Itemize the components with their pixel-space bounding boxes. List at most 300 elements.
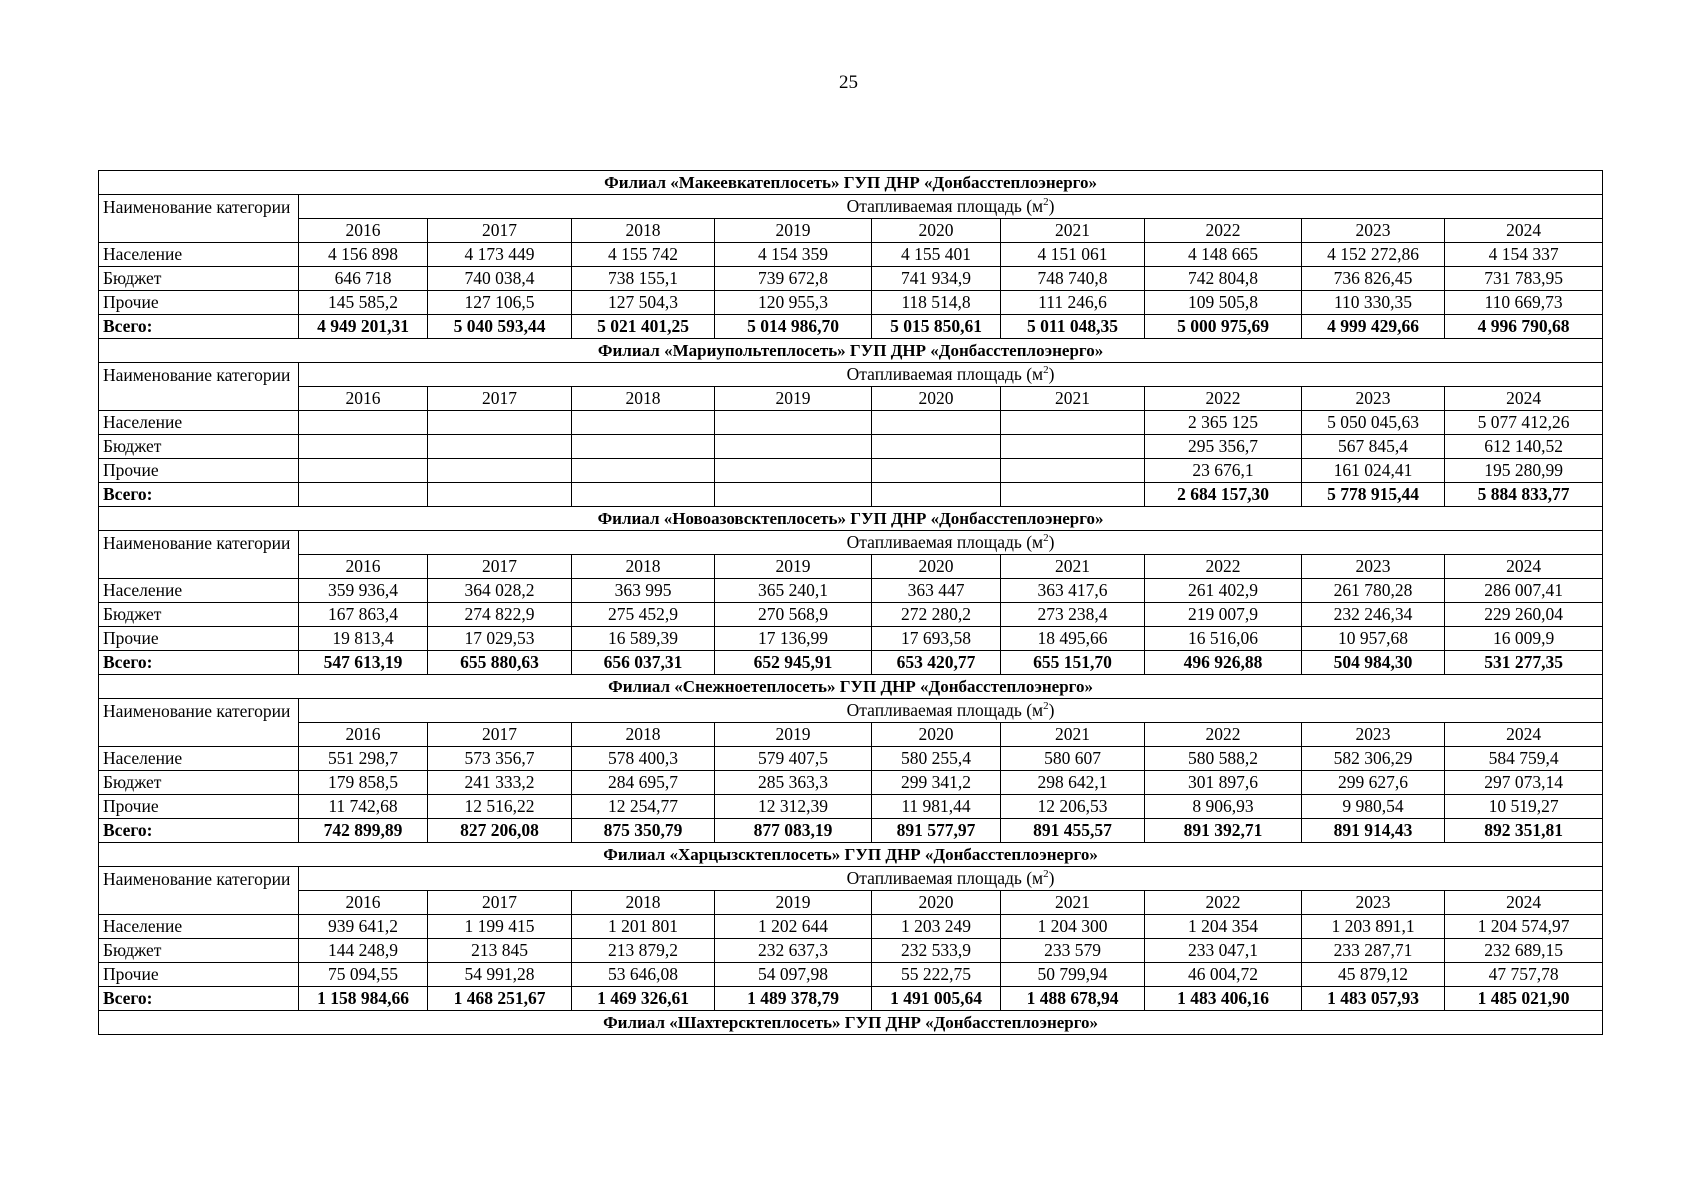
year-header: 2020 (872, 723, 1001, 747)
total-row (99, 651, 1603, 675)
value-cell: 232 246,34 (1302, 603, 1445, 627)
value-cell: 567 845,4 (1302, 435, 1445, 459)
value-cell: 5 015 850,61 (872, 315, 1001, 339)
header-row (99, 363, 1603, 387)
value-cell: 504 984,30 (1302, 651, 1445, 675)
area-label-text: Отапливаемая площадь (м (846, 364, 1044, 384)
value-cell: 1 488 678,94 (1001, 987, 1145, 1011)
year-header: 2024 (1445, 219, 1603, 243)
value-cell: 655 151,70 (1001, 651, 1145, 675)
value-cell: 531 277,35 (1445, 651, 1603, 675)
value-cell: 4 949 201,31 (299, 315, 428, 339)
year-header: 2018 (572, 387, 715, 411)
value-cell: 5 000 975,69 (1145, 315, 1302, 339)
row-label: Население (99, 915, 299, 939)
value-cell: 2 365 125 (1145, 411, 1302, 435)
value-cell (428, 483, 572, 507)
value-cell: 109 505,8 (1145, 291, 1302, 315)
value-cell: 580 588,2 (1145, 747, 1302, 771)
value-cell: 573 356,7 (428, 747, 572, 771)
value-cell: 1 485 021,90 (1445, 987, 1603, 1011)
year-header: 2023 (1302, 891, 1445, 915)
value-cell: 4 152 272,86 (1302, 243, 1445, 267)
row-label: Прочие (99, 291, 299, 315)
year-header: 2017 (428, 387, 572, 411)
section-title-row (99, 507, 1603, 531)
value-cell: 219 007,9 (1145, 603, 1302, 627)
year-header: 2021 (1001, 723, 1145, 747)
value-cell: 110 330,35 (1302, 291, 1445, 315)
value-cell: 891 914,43 (1302, 819, 1445, 843)
area-label-text: Отапливаемая площадь (м (846, 868, 1044, 888)
value-cell (872, 411, 1001, 435)
value-cell (299, 483, 428, 507)
value-cell: 748 740,8 (1001, 267, 1145, 291)
year-header: 2019 (715, 891, 872, 915)
value-cell: 1 491 005,64 (872, 987, 1001, 1011)
row-label: Всего: (99, 651, 299, 675)
value-cell: 580 607 (1001, 747, 1145, 771)
value-cell: 1 489 378,79 (715, 987, 872, 1011)
value-cell: 1 483 406,16 (1145, 987, 1302, 1011)
value-cell: 12 516,22 (428, 795, 572, 819)
value-cell (299, 435, 428, 459)
heated-area-label (299, 867, 1603, 891)
value-cell (572, 435, 715, 459)
row-label: Прочие (99, 459, 299, 483)
value-cell (715, 411, 872, 435)
value-cell: 144 248,9 (299, 939, 428, 963)
table-body (99, 171, 1603, 1035)
year-header: 2018 (572, 219, 715, 243)
area-label-text: Отапливаемая площадь (м (846, 196, 1044, 216)
value-cell: 8 906,93 (1145, 795, 1302, 819)
area-label-close: ) (1048, 532, 1055, 552)
value-cell: 4 148 665 (1145, 243, 1302, 267)
value-cell: 261 402,9 (1145, 579, 1302, 603)
value-cell: 275 452,9 (572, 603, 715, 627)
value-cell: 232 533,9 (872, 939, 1001, 963)
year-header: 2017 (428, 891, 572, 915)
year-header: 2023 (1302, 387, 1445, 411)
value-cell: 9 980,54 (1302, 795, 1445, 819)
year-header-row (99, 219, 1603, 243)
value-cell: 740 038,4 (428, 267, 572, 291)
section-title: Филиал «Макеевкатеплосеть» ГУП ДНР «Донбасстеплоэнерго» (99, 171, 1603, 195)
value-cell: 551 298,7 (299, 747, 428, 771)
year-header: 2019 (715, 387, 872, 411)
data-row (99, 747, 1603, 771)
year-header: 2022 (1145, 555, 1302, 579)
year-header: 2023 (1302, 723, 1445, 747)
value-cell (872, 483, 1001, 507)
data-row (99, 603, 1603, 627)
area-label-superscript: 2 (1043, 700, 1049, 713)
value-cell: 652 945,91 (715, 651, 872, 675)
value-cell: 270 568,9 (715, 603, 872, 627)
year-header: 2023 (1302, 555, 1445, 579)
value-cell: 274 822,9 (428, 603, 572, 627)
value-cell: 4 155 742 (572, 243, 715, 267)
value-cell (572, 411, 715, 435)
value-cell: 127 106,5 (428, 291, 572, 315)
value-cell: 16 516,06 (1145, 627, 1302, 651)
year-header-row (99, 387, 1603, 411)
value-cell: 53 646,08 (572, 963, 715, 987)
row-label: Население (99, 411, 299, 435)
total-row (99, 483, 1603, 507)
value-cell: 5 014 986,70 (715, 315, 872, 339)
year-header: 2016 (299, 891, 428, 915)
value-cell: 5 884 833,77 (1445, 483, 1603, 507)
value-cell: 273 238,4 (1001, 603, 1145, 627)
value-cell: 364 028,2 (428, 579, 572, 603)
row-label: Бюджет (99, 267, 299, 291)
row-label: Всего: (99, 987, 299, 1011)
value-cell (715, 483, 872, 507)
area-label-superscript: 2 (1043, 532, 1049, 545)
value-cell: 127 504,3 (572, 291, 715, 315)
value-cell: 1 468 251,67 (428, 987, 572, 1011)
value-cell (1001, 459, 1145, 483)
value-cell: 363 417,6 (1001, 579, 1145, 603)
value-cell: 365 240,1 (715, 579, 872, 603)
value-cell: 738 155,1 (572, 267, 715, 291)
data-row (99, 915, 1603, 939)
area-label-superscript: 2 (1043, 196, 1049, 209)
header-row (99, 867, 1603, 891)
value-cell: 1 483 057,93 (1302, 987, 1445, 1011)
category-header: Наименование категории (99, 699, 299, 747)
section-title-row (99, 339, 1603, 363)
value-cell: 16 589,39 (572, 627, 715, 651)
year-header: 2022 (1145, 891, 1302, 915)
value-cell: 12 254,77 (572, 795, 715, 819)
value-cell: 892 351,81 (1445, 819, 1603, 843)
year-header: 2022 (1145, 723, 1302, 747)
value-cell: 5 077 412,26 (1445, 411, 1603, 435)
value-cell: 5 021 401,25 (572, 315, 715, 339)
value-cell: 646 718 (299, 267, 428, 291)
value-cell: 213 879,2 (572, 939, 715, 963)
value-cell: 5 011 048,35 (1001, 315, 1145, 339)
value-cell (428, 411, 572, 435)
value-cell (715, 435, 872, 459)
value-cell: 299 627,6 (1302, 771, 1445, 795)
value-cell: 1 203 891,1 (1302, 915, 1445, 939)
value-cell: 17 693,58 (872, 627, 1001, 651)
value-cell: 891 392,71 (1145, 819, 1302, 843)
heated-area-label (299, 699, 1603, 723)
row-label: Бюджет (99, 435, 299, 459)
value-cell: 4 173 449 (428, 243, 572, 267)
value-cell: 161 024,41 (1302, 459, 1445, 483)
year-header: 2022 (1145, 219, 1302, 243)
value-cell: 272 280,2 (872, 603, 1001, 627)
data-row (99, 939, 1603, 963)
section-title-row (99, 675, 1603, 699)
year-header: 2023 (1302, 219, 1445, 243)
value-cell: 179 858,5 (299, 771, 428, 795)
data-row (99, 795, 1603, 819)
value-cell: 233 579 (1001, 939, 1145, 963)
data-row (99, 291, 1603, 315)
value-cell: 363 447 (872, 579, 1001, 603)
row-label: Прочие (99, 627, 299, 651)
value-cell: 47 757,78 (1445, 963, 1603, 987)
heated-area-label (299, 531, 1603, 555)
value-cell: 1 204 354 (1145, 915, 1302, 939)
value-cell: 4 156 898 (299, 243, 428, 267)
value-cell: 18 495,66 (1001, 627, 1145, 651)
value-cell (428, 459, 572, 483)
value-cell: 4 999 429,66 (1302, 315, 1445, 339)
value-cell: 891 455,57 (1001, 819, 1145, 843)
data-row (99, 963, 1603, 987)
value-cell: 12 312,39 (715, 795, 872, 819)
value-cell: 582 306,29 (1302, 747, 1445, 771)
value-cell: 55 222,75 (872, 963, 1001, 987)
value-cell: 195 280,99 (1445, 459, 1603, 483)
area-label-text: Отапливаемая площадь (м (846, 532, 1044, 552)
value-cell: 1 203 249 (872, 915, 1001, 939)
value-cell: 655 880,63 (428, 651, 572, 675)
data-row (99, 243, 1603, 267)
value-cell: 612 140,52 (1445, 435, 1603, 459)
year-header: 2016 (299, 387, 428, 411)
value-cell: 213 845 (428, 939, 572, 963)
value-cell: 16 009,9 (1445, 627, 1603, 651)
value-cell: 731 783,95 (1445, 267, 1603, 291)
value-cell: 232 637,3 (715, 939, 872, 963)
value-cell: 2 684 157,30 (1145, 483, 1302, 507)
value-cell (572, 483, 715, 507)
value-cell (872, 435, 1001, 459)
data-row (99, 435, 1603, 459)
year-header: 2024 (1445, 891, 1603, 915)
category-header: Наименование категории (99, 363, 299, 411)
total-row (99, 315, 1603, 339)
section-title: Филиал «Мариупольтеплосеть» ГУП ДНР «Донбасстеплоэнерго» (99, 339, 1603, 363)
row-label: Население (99, 243, 299, 267)
value-cell: 19 813,4 (299, 627, 428, 651)
area-label-close: ) (1048, 700, 1055, 720)
data-row (99, 579, 1603, 603)
value-cell: 17 029,53 (428, 627, 572, 651)
total-row (99, 819, 1603, 843)
value-cell: 1 204 574,97 (1445, 915, 1603, 939)
value-cell: 54 097,98 (715, 963, 872, 987)
area-label-close: ) (1048, 196, 1055, 216)
total-row (99, 987, 1603, 1011)
header-row (99, 699, 1603, 723)
year-header: 2018 (572, 723, 715, 747)
row-label: Бюджет (99, 771, 299, 795)
area-label-close: ) (1048, 868, 1055, 888)
year-header: 2022 (1145, 387, 1302, 411)
row-label: Население (99, 579, 299, 603)
value-cell: 11 742,68 (299, 795, 428, 819)
data-row (99, 267, 1603, 291)
value-cell: 5 778 915,44 (1302, 483, 1445, 507)
year-header: 2019 (715, 219, 872, 243)
value-cell: 297 073,14 (1445, 771, 1603, 795)
heated-area-label (299, 363, 1603, 387)
value-cell: 54 991,28 (428, 963, 572, 987)
value-cell: 1 199 415 (428, 915, 572, 939)
value-cell (1001, 411, 1145, 435)
row-label: Всего: (99, 819, 299, 843)
value-cell: 736 826,45 (1302, 267, 1445, 291)
value-cell: 4 151 061 (1001, 243, 1145, 267)
value-cell: 46 004,72 (1145, 963, 1302, 987)
row-label: Прочие (99, 963, 299, 987)
area-label-superscript: 2 (1043, 364, 1049, 377)
value-cell: 496 926,88 (1145, 651, 1302, 675)
data-row (99, 459, 1603, 483)
category-header: Наименование категории (99, 867, 299, 915)
area-label-superscript: 2 (1043, 868, 1049, 881)
year-header: 2017 (428, 555, 572, 579)
value-cell: 4 996 790,68 (1445, 315, 1603, 339)
value-cell: 233 287,71 (1302, 939, 1445, 963)
value-cell: 359 936,4 (299, 579, 428, 603)
row-label: Бюджет (99, 939, 299, 963)
category-header: Наименование категории (99, 531, 299, 579)
value-cell: 1 158 984,66 (299, 987, 428, 1011)
category-header: Наименование категории (99, 195, 299, 243)
year-header: 2019 (715, 723, 872, 747)
section-title: Филиал «Шахтерсктеплосеть» ГУП ДНР «Донбасстеплоэнерго» (99, 1011, 1603, 1035)
value-cell: 10 519,27 (1445, 795, 1603, 819)
value-cell (299, 411, 428, 435)
year-header: 2019 (715, 555, 872, 579)
year-header-row (99, 891, 1603, 915)
section-title-row (99, 171, 1603, 195)
section-title-row (99, 1011, 1603, 1035)
value-cell: 827 206,08 (428, 819, 572, 843)
value-cell: 363 995 (572, 579, 715, 603)
section-title-row (99, 843, 1603, 867)
value-cell: 4 155 401 (872, 243, 1001, 267)
value-cell: 653 420,77 (872, 651, 1001, 675)
value-cell: 579 407,5 (715, 747, 872, 771)
value-cell: 301 897,6 (1145, 771, 1302, 795)
value-cell: 877 083,19 (715, 819, 872, 843)
value-cell: 295 356,7 (1145, 435, 1302, 459)
value-cell: 1 202 644 (715, 915, 872, 939)
section-title: Филиал «Новоазовсктеплосеть» ГУП ДНР «Донбасстеплоэнерго» (99, 507, 1603, 531)
value-cell: 284 695,7 (572, 771, 715, 795)
year-header: 2018 (572, 891, 715, 915)
row-label: Население (99, 747, 299, 771)
value-cell: 111 246,6 (1001, 291, 1145, 315)
data-row (99, 771, 1603, 795)
value-cell: 5 050 045,63 (1302, 411, 1445, 435)
value-cell: 939 641,2 (299, 915, 428, 939)
value-cell: 656 037,31 (572, 651, 715, 675)
value-cell: 584 759,4 (1445, 747, 1603, 771)
year-header: 2017 (428, 723, 572, 747)
value-cell: 286 007,41 (1445, 579, 1603, 603)
value-cell: 742 804,8 (1145, 267, 1302, 291)
page-number: 25 (839, 72, 858, 93)
value-cell (1001, 483, 1145, 507)
heated-area-table (98, 170, 1603, 1035)
value-cell: 11 981,44 (872, 795, 1001, 819)
heated-area-label (299, 195, 1603, 219)
year-header: 2020 (872, 891, 1001, 915)
year-header: 2024 (1445, 387, 1603, 411)
header-row (99, 195, 1603, 219)
value-cell: 23 676,1 (1145, 459, 1302, 483)
value-cell: 5 040 593,44 (428, 315, 572, 339)
year-header: 2016 (299, 555, 428, 579)
data-row (99, 627, 1603, 651)
value-cell: 741 934,9 (872, 267, 1001, 291)
value-cell: 241 333,2 (428, 771, 572, 795)
value-cell: 742 899,89 (299, 819, 428, 843)
year-header: 2024 (1445, 723, 1603, 747)
value-cell: 110 669,73 (1445, 291, 1603, 315)
section-title: Филиал «Харцызсктеплосеть» ГУП ДНР «Донбасстеплоэнерго» (99, 843, 1603, 867)
value-cell: 580 255,4 (872, 747, 1001, 771)
year-header: 2021 (1001, 891, 1145, 915)
year-header-row (99, 723, 1603, 747)
data-row (99, 411, 1603, 435)
row-label: Прочие (99, 795, 299, 819)
section-title: Филиал «Снежноетеплосеть» ГУП ДНР «Донбасстеплоэнерго» (99, 675, 1603, 699)
value-cell: 12 206,53 (1001, 795, 1145, 819)
row-label: Всего: (99, 315, 299, 339)
value-cell: 233 047,1 (1145, 939, 1302, 963)
value-cell (428, 435, 572, 459)
year-header: 2021 (1001, 219, 1145, 243)
value-cell: 578 400,3 (572, 747, 715, 771)
value-cell: 50 799,94 (1001, 963, 1145, 987)
year-header: 2018 (572, 555, 715, 579)
value-cell: 4 154 359 (715, 243, 872, 267)
year-header: 2020 (872, 387, 1001, 411)
value-cell: 45 879,12 (1302, 963, 1445, 987)
year-header: 2021 (1001, 555, 1145, 579)
value-cell: 1 469 326,61 (572, 987, 715, 1011)
year-header: 2024 (1445, 555, 1603, 579)
value-cell: 1 204 300 (1001, 915, 1145, 939)
value-cell: 285 363,3 (715, 771, 872, 795)
year-header: 2021 (1001, 387, 1145, 411)
row-label: Всего: (99, 483, 299, 507)
year-header: 2020 (872, 219, 1001, 243)
area-label-close: ) (1048, 364, 1055, 384)
value-cell: 4 154 337 (1445, 243, 1603, 267)
value-cell: 298 642,1 (1001, 771, 1145, 795)
value-cell: 120 955,3 (715, 291, 872, 315)
value-cell: 145 585,2 (299, 291, 428, 315)
value-cell (572, 459, 715, 483)
value-cell (299, 459, 428, 483)
value-cell: 17 136,99 (715, 627, 872, 651)
value-cell: 547 613,19 (299, 651, 428, 675)
value-cell (872, 459, 1001, 483)
value-cell: 10 957,68 (1302, 627, 1445, 651)
value-cell (715, 459, 872, 483)
value-cell: 299 341,2 (872, 771, 1001, 795)
header-row (99, 531, 1603, 555)
value-cell: 229 260,04 (1445, 603, 1603, 627)
area-label-text: Отапливаемая площадь (м (846, 700, 1044, 720)
value-cell: 118 514,8 (872, 291, 1001, 315)
